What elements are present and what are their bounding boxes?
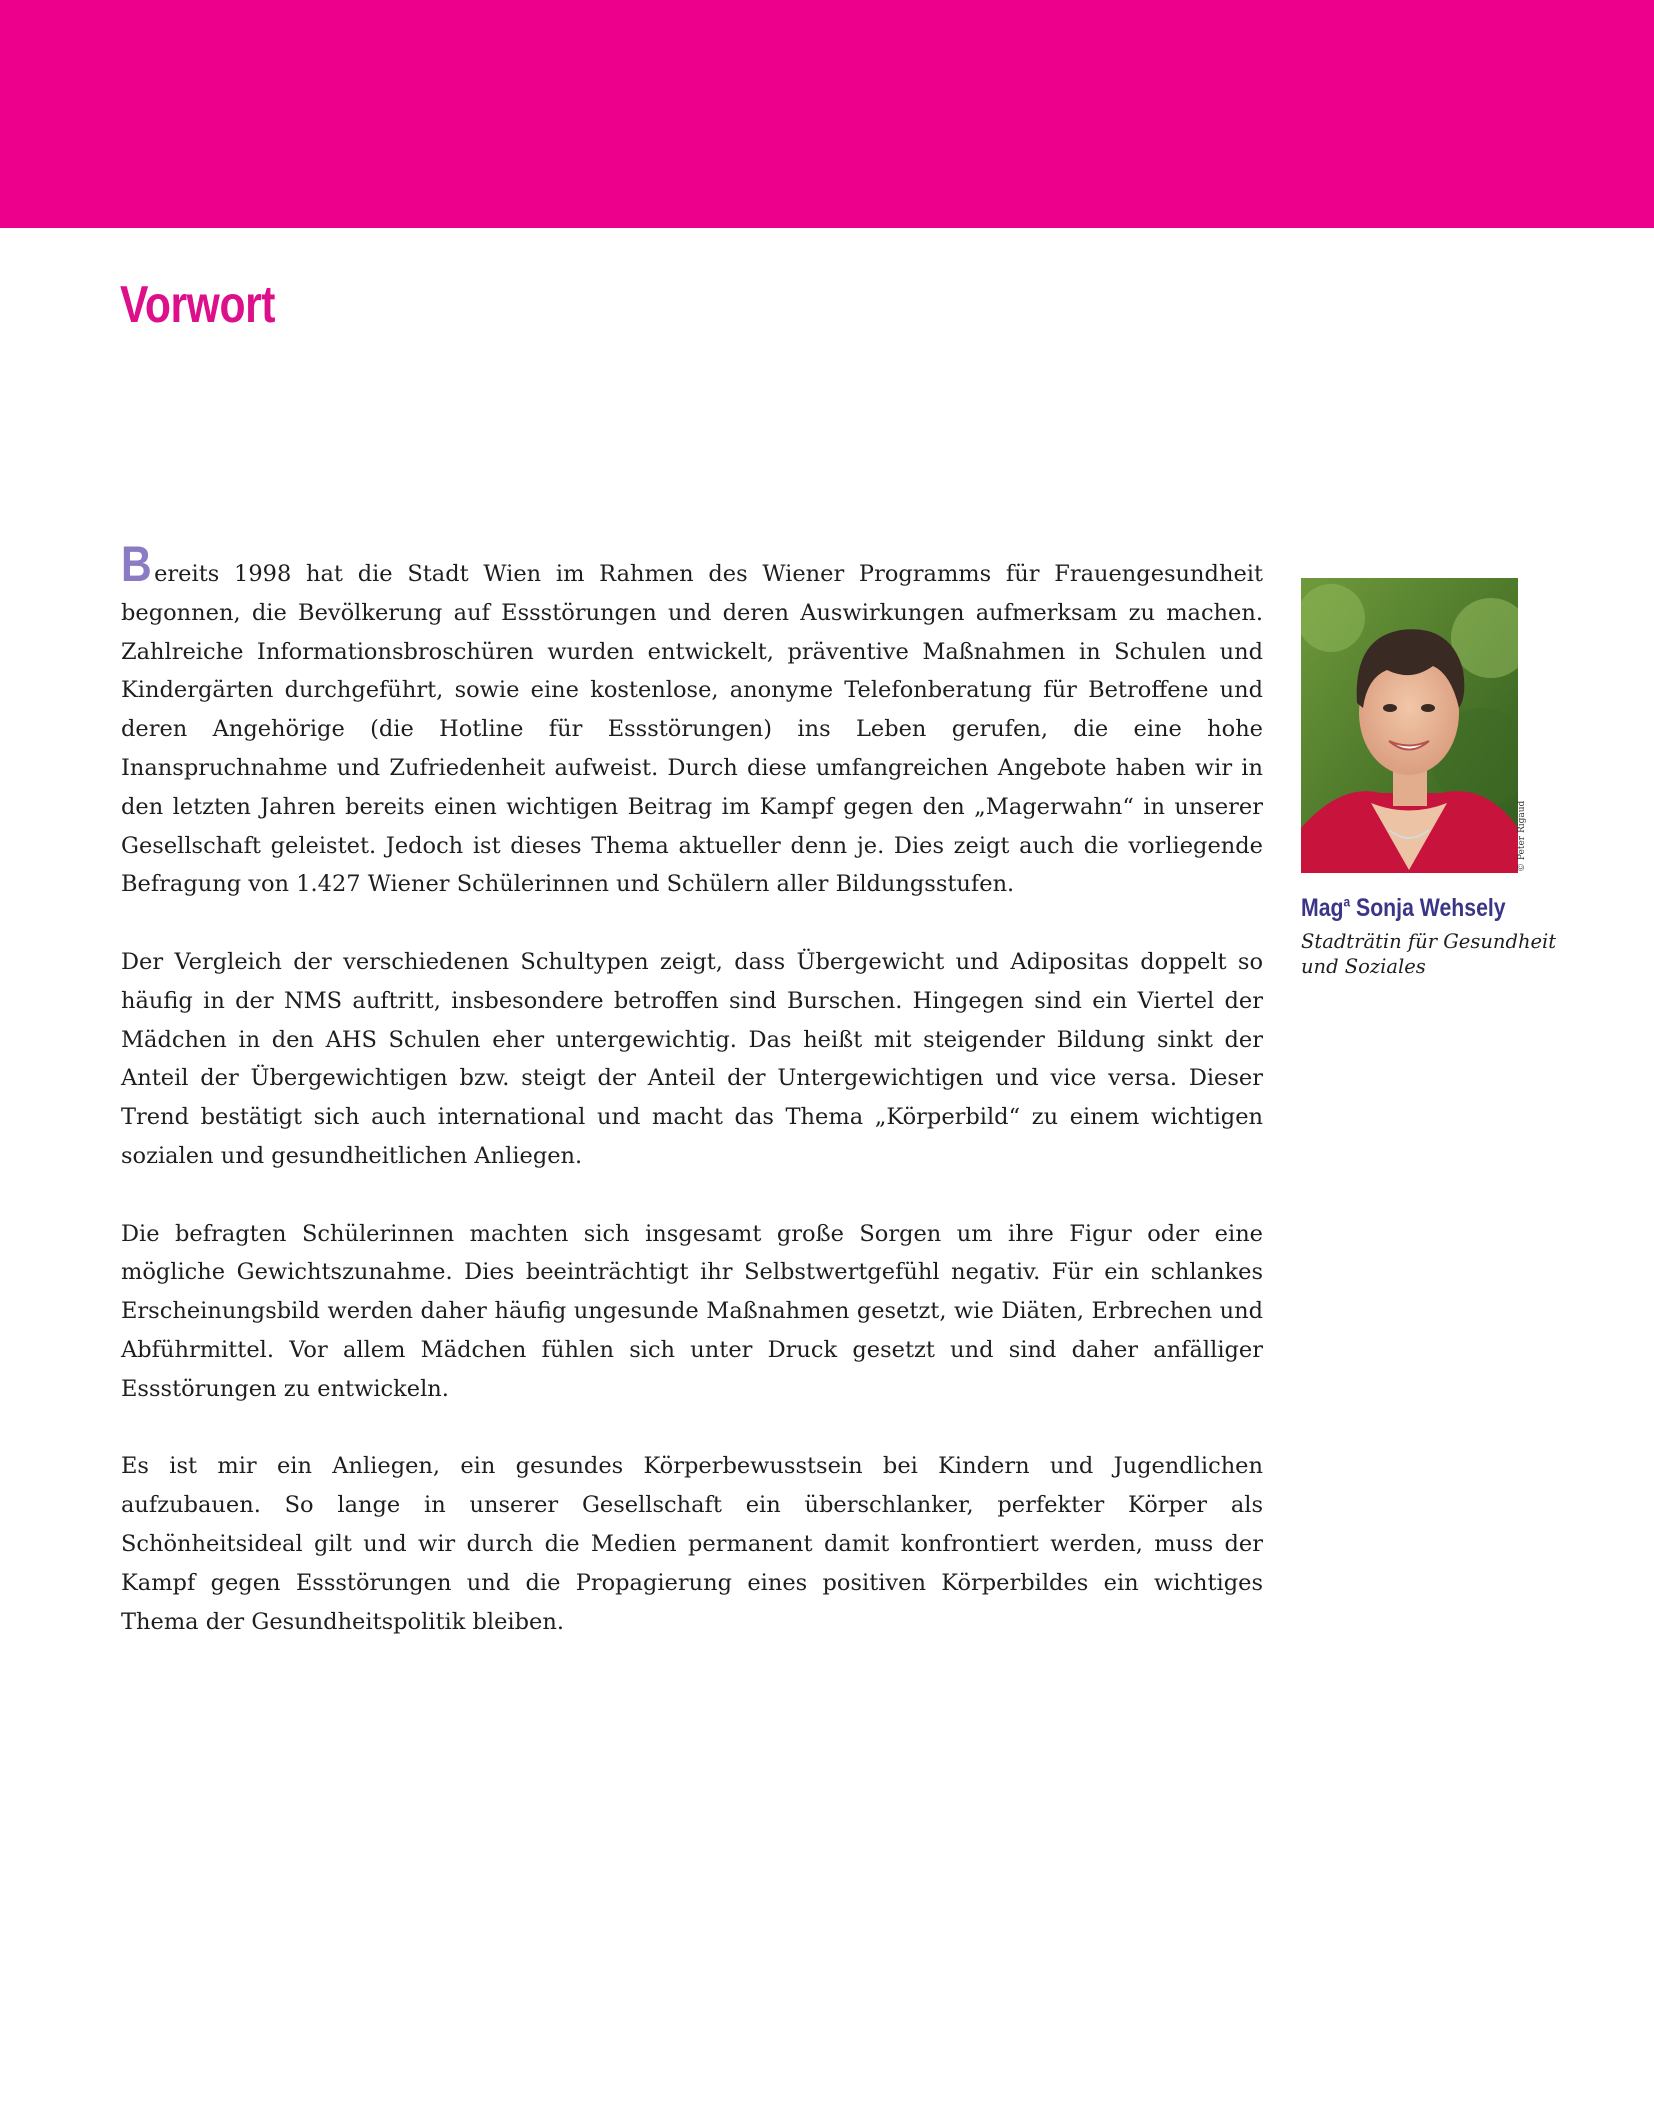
author-portrait	[1301, 578, 1518, 873]
page-title: Vorwort	[120, 276, 276, 334]
author-role-line-1: Stadträtin für Gesundheit	[1301, 930, 1557, 953]
author-role	[1301, 929, 1621, 979]
author-role-line-2: und Soziales	[1301, 955, 1426, 978]
paragraph-1	[121, 536, 1263, 904]
foreword-body	[121, 536, 1263, 1680]
paragraph-2: Der Vergleich der verschiedenen Schultypen zeigt, dass Übergewicht und Adipositas doppelt so häufig in der NMS auftritt, insbesondere betroffen sind Burschen. Hingegen sind ein Viertel der Mädchen in den AHS Schulen eher untergewichtig. Das heißt mit steigender Bildung sinkt der Anteil der Übergewichtigen bzw. steigt der Anteil der Untergewichtigen und vice versa. Dieser Trend bestätigt sich auch international und macht das Thema „Körperbild“ zu einem wichtigen sozialen und gesundheitlichen Anliegen.	[121, 948, 1263, 1169]
paragraph-3: Die befragten Schülerinnen machten sich insgesamt große Sorgen um ihre Figur oder eine mögliche Gewichtszunahme. Dies beeinträchtigt ihr Selbstwertgefühl negativ. Für ein schlankes Erscheinungsbild werden daher häufig ungesunde Maßnahmen gesetzt, wie Diäten, Erbrechen und Abführmittel. Vor allem Mädchen fühlen sich unter Druck gesetzt und sind daher anfälliger Essstörungen zu entwickeln.	[121, 1220, 1263, 1402]
author-full-name: Sonja Wehsely	[1350, 894, 1506, 922]
paragraph-1-text: ereits 1998 hat die Stadt Wien im Rahmen des Wiener Programms für Frauengesundheit begonnen, die Bevölkerung auf Essstörungen und deren Auswirkungen aufmerksam zu machen. Zahlreiche Informationsbroschüren wurden entwickelt, präventive Maßnahmen in Schulen und Kindergärten durchgeführt, sowie eine kostenlose, anonyme Telefonberatung für Betroffene und deren Angehörige (die Hotline für Essstörungen) ins Leben gerufen, die eine hohe Inanspruchnahme und Zufriedenheit aufweist. Durch diese umfangreichen Angebote haben wir in den letzten Jahren bereits einen wichtigen Beitrag im Kampf gegen den „Magerwahn“ in unserer Gesellschaft geleistet. Jedoch ist dieses Thema aktueller denn je. Dies zeigt auch die vorliegende Befragung von 1.427 Wiener Schülerinnen und Schülern aller Bildungsstufen.	[121, 561, 1263, 898]
author-title-prefix: Mag	[1301, 894, 1344, 922]
drop-cap: B	[121, 536, 152, 592]
author-title-superscript: a	[1343, 893, 1351, 910]
paragraph-4: Es ist mir ein Anliegen, ein gesundes Körperbewusstsein bei Kindern und Jugendlichen aufzubauen. So lange in unserer Gesellschaft ein überschlanker, perfekter Körper als Schönheitsideal gilt und wir durch die Medien permanent damit konfrontiert werden, muss der Kampf gegen Essstörungen und die Propagierung eines positiven Körperbildes ein wichtiges Thema der Gesundheitspolitik bleiben.	[121, 1453, 1263, 1635]
header-color-band	[0, 0, 1654, 228]
photo-credit: © Peter Rigaud	[1517, 800, 1527, 872]
author-name	[1301, 891, 1506, 925]
